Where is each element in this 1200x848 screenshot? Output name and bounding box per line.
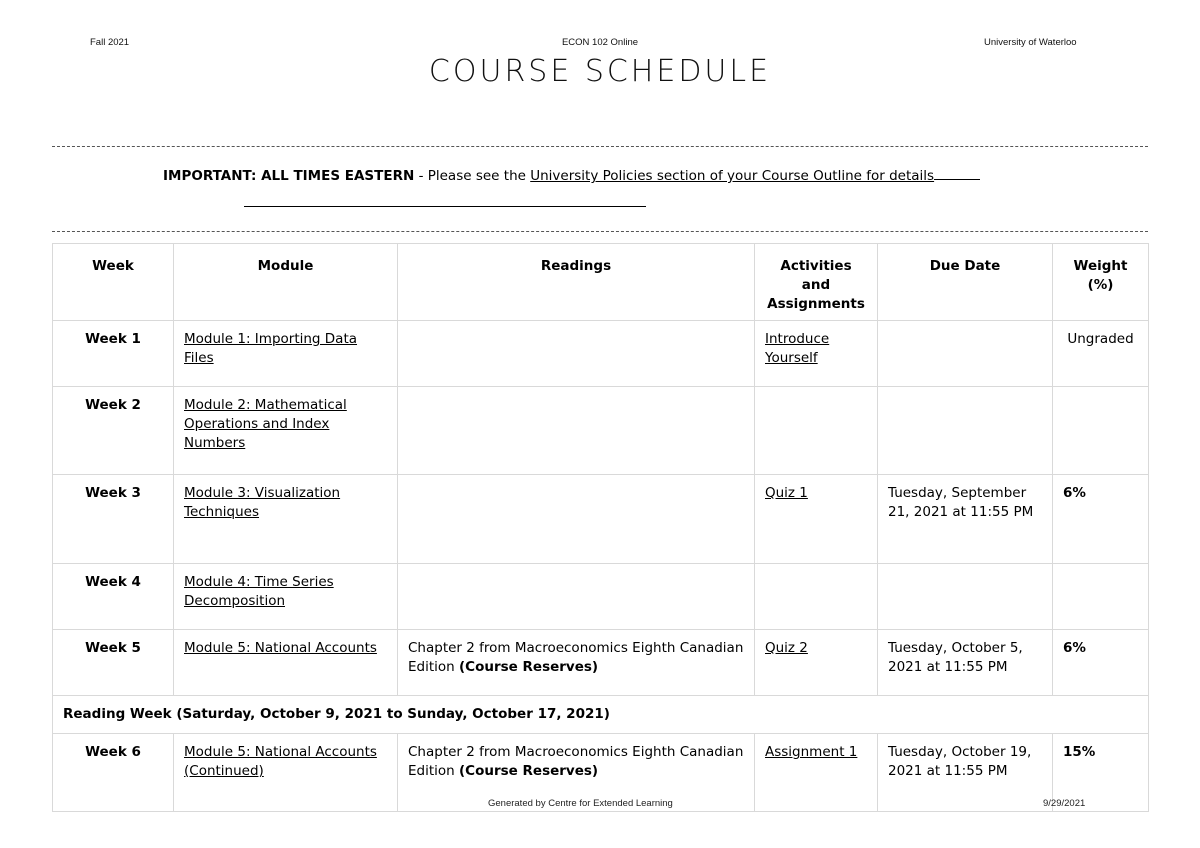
activity-cell <box>755 387 878 475</box>
notice-text: - Please see the <box>414 168 531 184</box>
weight-cell: Ungraded <box>1053 321 1149 387</box>
table-row <box>53 475 1149 564</box>
course-label: ECON 102 Online <box>561 37 639 48</box>
module-cell <box>174 475 398 564</box>
module-link[interactable]: Module 2: Mathematical Operations and Index Numbers <box>184 397 347 451</box>
module-link[interactable]: Module 3: Visualization Techniques <box>184 485 341 520</box>
table-row <box>53 564 1149 630</box>
reading-week-cell: Reading Week (Saturday, October 9, 2021 to Sunday, October 17, 2021) <box>53 696 1149 734</box>
activity-cell <box>755 734 878 812</box>
due-cell <box>878 387 1053 475</box>
module-cell <box>174 387 398 475</box>
policies-link[interactable]: University Policies section of your Course Outline for details <box>530 168 935 184</box>
col-due-header: Due Date <box>878 244 1053 321</box>
col-week-header: Week <box>53 244 174 321</box>
readings-cell <box>398 321 755 387</box>
activity-link[interactable]: Quiz 1 <box>765 485 808 501</box>
col-weight-header: Weight (%) <box>1053 244 1149 321</box>
weight-value: 6% <box>1063 485 1086 501</box>
col-module-header: Module <box>174 244 398 321</box>
weight-cell <box>1053 630 1149 696</box>
due-cell <box>878 321 1053 387</box>
notice-underline <box>244 206 646 207</box>
week-cell: Week 3 <box>53 475 174 564</box>
notice-bold: IMPORTANT: ALL TIMES EASTERN <box>163 168 415 184</box>
term-label: Fall 2021 <box>90 37 130 48</box>
module-cell <box>174 734 398 812</box>
due-cell <box>878 564 1053 630</box>
readings-text: Chapter 2 from Macroeconomics Eighth Canadian Edition <box>408 744 744 779</box>
module-cell <box>174 564 398 630</box>
page-title: COURSE SCHEDULE <box>428 54 772 89</box>
weight-value: 6% <box>1063 640 1086 656</box>
week-cell: Week 6 <box>53 734 174 812</box>
module-link[interactable]: Module 1: Importing Data Files <box>184 331 358 366</box>
readings-cell <box>398 475 755 564</box>
col-readings-header: Readings <box>398 244 755 321</box>
week-cell: Week 4 <box>53 564 174 630</box>
readings-reserve: (Course Reserves) <box>459 763 599 779</box>
due-cell: Tuesday, October 19, 2021 at 11:55 PM <box>878 734 1053 812</box>
weight-value: 15% <box>1063 744 1096 760</box>
university-label: University of Waterloo <box>984 37 1077 48</box>
readings-text: Chapter 2 from Macroeconomics Eighth Canadian Edition <box>408 640 744 675</box>
module-link[interactable]: Module 5: National Accounts <box>184 640 377 656</box>
footer-date: 9/29/2021 <box>1043 798 1086 809</box>
schedule-table <box>52 243 1149 812</box>
table-row <box>53 321 1149 387</box>
activity-link[interactable]: Introduce Yourself <box>765 331 830 366</box>
col-activities-header: Activities and Assignments <box>755 244 878 321</box>
week-cell: Week 5 <box>53 630 174 696</box>
readings-cell <box>398 630 755 696</box>
weight-cell <box>1053 387 1149 475</box>
time-notice <box>163 168 980 184</box>
notice-underline-tail <box>934 169 980 180</box>
divider-bottom <box>52 231 1148 232</box>
activity-link[interactable]: Assignment 1 <box>765 744 858 760</box>
table-row <box>53 630 1149 696</box>
reading-week-row <box>53 696 1149 734</box>
table-header-row <box>53 244 1149 321</box>
due-cell: Tuesday, September 21, 2021 at 11:55 PM <box>878 475 1053 564</box>
week-cell: Week 1 <box>53 321 174 387</box>
weight-cell <box>1053 475 1149 564</box>
footer-generated: Generated by Centre for Extended Learning <box>488 798 673 809</box>
activity-cell <box>755 475 878 564</box>
activity-cell <box>755 630 878 696</box>
table-row <box>53 387 1149 475</box>
readings-cell <box>398 564 755 630</box>
module-link[interactable]: Module 4: Time Series Decomposition <box>184 574 334 609</box>
due-cell: Tuesday, October 5, 2021 at 11:55 PM <box>878 630 1053 696</box>
module-link[interactable]: Module 5: National Accounts (Continued) <box>184 744 377 779</box>
activity-link[interactable]: Quiz 2 <box>765 640 808 656</box>
weight-cell <box>1053 564 1149 630</box>
readings-reserve: (Course Reserves) <box>459 659 599 675</box>
activity-cell <box>755 321 878 387</box>
divider-top <box>52 146 1148 147</box>
activity-cell <box>755 564 878 630</box>
readings-cell <box>398 387 755 475</box>
module-cell <box>174 630 398 696</box>
week-cell: Week 2 <box>53 387 174 475</box>
module-cell <box>174 321 398 387</box>
